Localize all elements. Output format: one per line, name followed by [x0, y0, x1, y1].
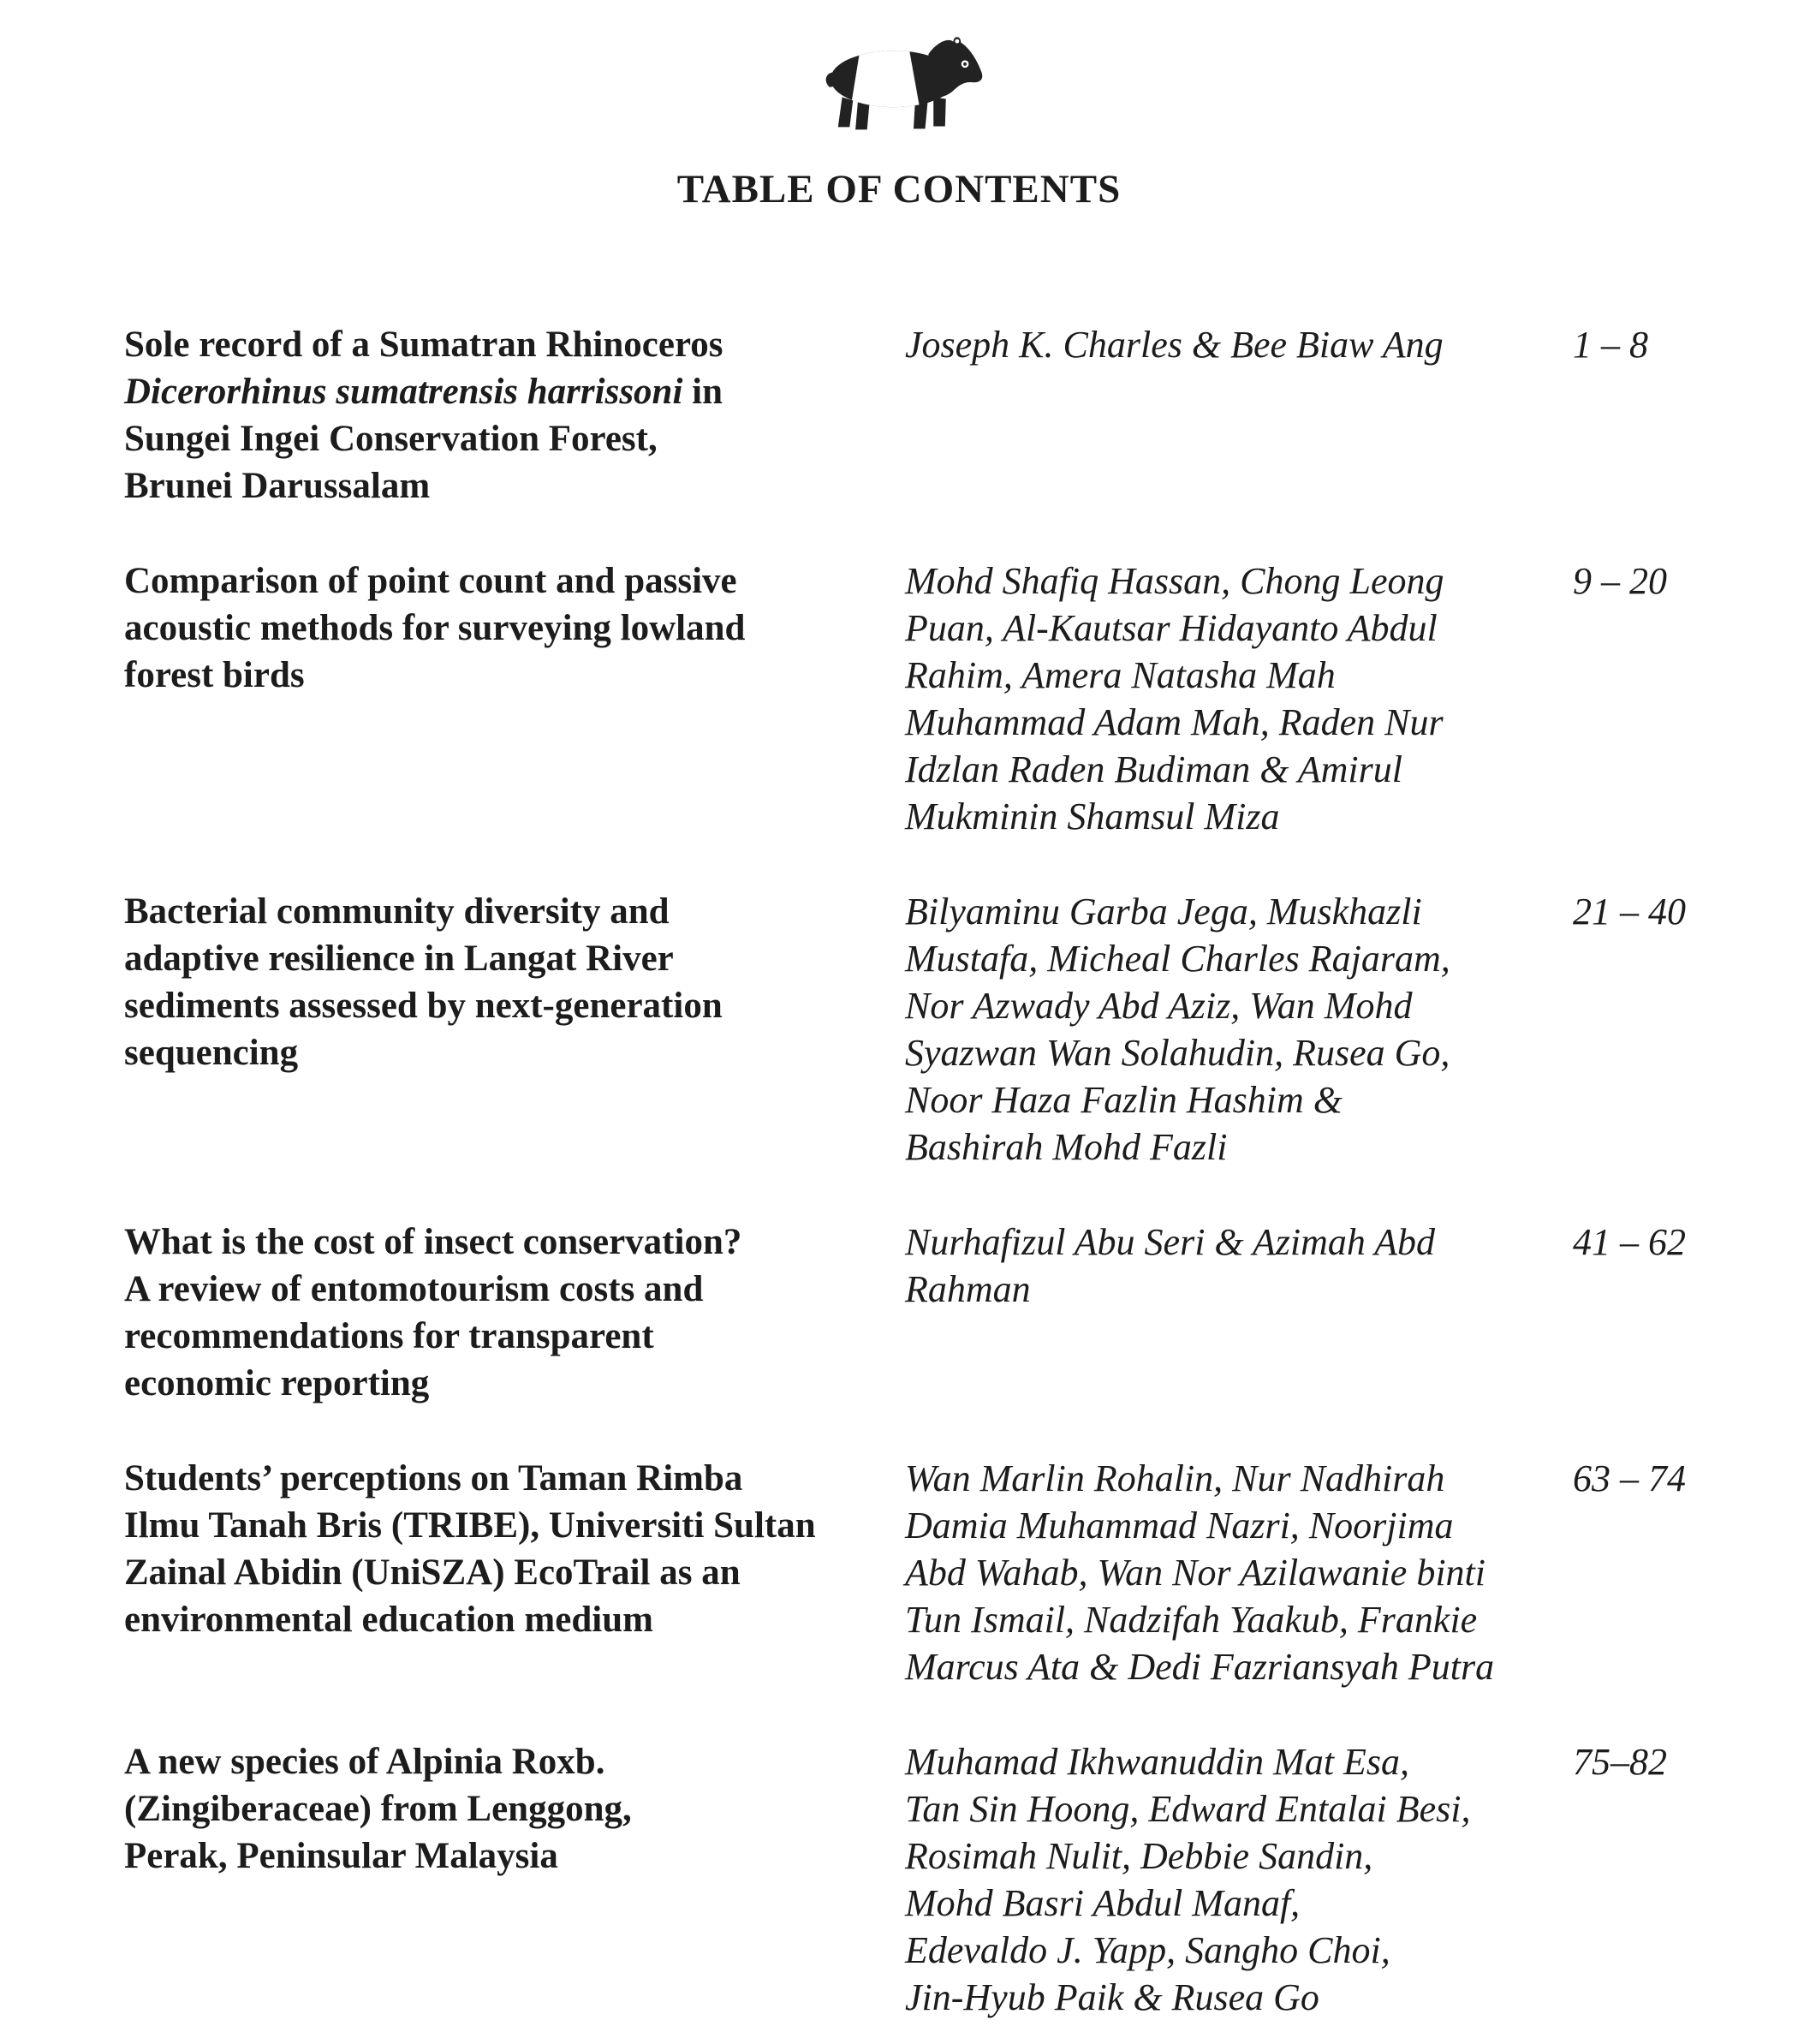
article-title: A new species of Alpinia Roxb. (Zingiberaceae) from Lenggong, Perak, Peninsular Malaysia: [124, 1742, 632, 1877]
article-page-range: 1 – 8: [1573, 324, 1648, 366]
toc-list: [124, 321, 1686, 2021]
tapir-logo-icon: [812, 31, 987, 139]
article-authors: Wan Marlin Rohalin, Nur Nadhirah Damia Muhammad Nazri, Noorjima Abd Wahab, Wan Nor Azilawanie binti Tun Ismail, Nadzifah Yaakub, Frankie Marcus Ata & Dedi Fazriansyah Putra: [905, 1457, 1495, 1689]
article-title: Comparison of point count and passive acoustic methods for surveying lowland forest birds: [124, 561, 746, 696]
article-title: Bacterial community diversity and adaptive resilience in Langat River sediments assessed by next-generation sequencing: [124, 891, 723, 1074]
toc-entry: [124, 1738, 1670, 2021]
article-title: What is the cost of insect conservation? A review of entomotourism costs and recommendations for transparent economic reporting: [124, 1222, 742, 1404]
article-title: Students’ perceptions on Taman Rimba Ilmu Tanah Bris (TRIBE), Universiti Sultan Zainal Abidin (UniSZA) EcoTrail as an environmental education medium: [124, 1458, 816, 1641]
tapir-saddle: [850, 45, 920, 110]
article-page-range: 63 – 74: [1573, 1457, 1686, 1500]
article-authors: Mohd Shafiq Hassan, Chong Leong Puan, Al-Kautsar Hidayanto Abdul Rahim, Amera Natasha Mah Muhammad Adam Mah, Raden Nur Idzlan Raden Budiman & Amirul Mukminin Shamsul Miza: [905, 560, 1444, 838]
toc-entry: [124, 321, 1670, 510]
toc-entry: [124, 1455, 1686, 1690]
article-page-range: 41 – 62: [1573, 1221, 1686, 1264]
article-authors: Muhamad Ikhwanuddin Mat Esa, Tan Sin Hoong, Edward Entalai Besi, Rosimah Nulit, Debbie Sandin, Mohd Basri Abdul Manaf, Edevaldo J. Yapp, Sangho Choi, Jin-Hyub Paik & Rusea Go: [905, 1741, 1471, 2019]
page-title: TABLE OF CONTENTS: [676, 167, 1122, 212]
article-page-range: 9 – 20: [1573, 560, 1667, 603]
article-authors: Joseph K. Charles & Bee Biaw Ang: [905, 324, 1444, 366]
article-page-range: 21 – 40: [1573, 891, 1686, 933]
header: [0, 0, 1798, 213]
toc-entry: [124, 557, 1670, 840]
article-authors: Bilyaminu Garba Jega, Muskhazli Mustafa, Micheal Charles Rajaram, Nor Azwady Abd Aziz, Wan Mohd Syazwan Wan Solahudin, Rusea Go, Noor Haza Fazlin Hashim & Bashirah Mohd Fazli: [905, 891, 1450, 1169]
toc-entry: [124, 1219, 1686, 1407]
toc-entry: [124, 888, 1686, 1171]
article-title: Sole record of a Sumatran Rhinoceros Dicerorhinus sumatrensis harrissoni in Sungei Ingei Conservation Forest, Brunei Darussalam: [124, 325, 723, 507]
article-page-range: 75–82: [1573, 1741, 1667, 1784]
article-authors: Nurhafizul Abu Seri & Azimah Abd Rahman: [905, 1221, 1435, 1311]
